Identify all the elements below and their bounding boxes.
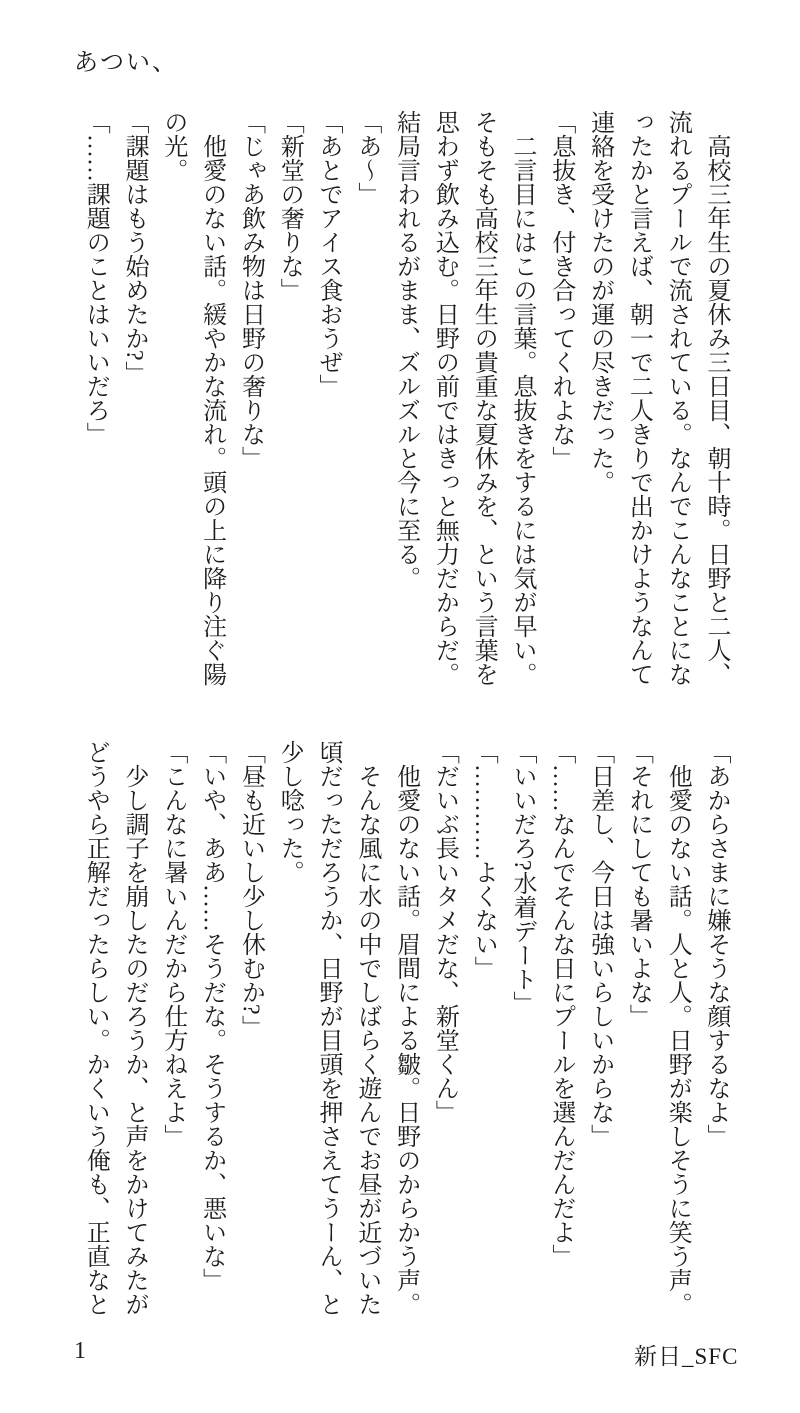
paragraph: 「だいぶ長いタメだな、新堂くん」 — [431, 740, 458, 1124]
paragraph: 「新堂の奢りな」 — [276, 110, 303, 302]
paragraph: 高校三年生の夏休み三日目、朝十時。日野と二人、流れるプールで流されている。なんでこんなことになったかと言えば、朝一で二人きりで出かけようなんて連絡を受けたのが運の尽きだった。 — [586, 110, 729, 686]
paragraph: 「あ〜」 — [353, 110, 380, 206]
paragraph: 「昼も近いし少し休むか?」 — [237, 740, 264, 1039]
paragraph: 他愛のない話。眉間による皺。日野のからかう声。 — [392, 764, 419, 1316]
paragraph: 少し調子を崩したのだろうか、と声をかけてみたがどうやら正解だったらしい。かくいう俺も、正直なと — [82, 740, 148, 1316]
paragraph: 「……課題のことはいいだろ」 — [82, 110, 109, 446]
author-signature: 新日_SFC — [634, 1344, 739, 1369]
paragraph: 「課題はもう始めたか?」 — [121, 110, 148, 385]
paragraph: そんな風に水の中でしばらく遊んでお昼が近づいた頃だっただろうか、日野が目頭を押さえてうーん、と少し唸った。 — [276, 740, 380, 1316]
paragraph: 二言目にはこの言葉。息抜きをするには気が早い。そもそも高校三年生の貴重な夏休みを、という言葉を思わず飲み込む。日野の前ではきっと無力だからだ。結局言われるがまま、ズルズルと今に至る。 — [392, 110, 536, 686]
paragraph: 「いいだろ?水着デート」 — [509, 740, 536, 1015]
paragraph: 「あからさまに嫌そうな顔するなよ」 — [703, 740, 729, 1148]
paragraph: 「あとでアイス食おうぜ」 — [315, 110, 342, 398]
paragraph: 「…………よくない」 — [470, 740, 497, 980]
text-block-top — [75, 110, 735, 688]
paragraph: 「いや、ああ……そうだな。そうするか、悪いな」 — [198, 740, 225, 1292]
paragraph: 他愛のない話。人と人。日野が楽しそうに笑う声。 — [664, 764, 691, 1316]
page-title: あつい、 — [74, 50, 178, 76]
paragraph: 「それにしても暑いよな」 — [625, 740, 652, 1028]
paragraph: 「じゃあ飲み物は日野の奢りな」 — [237, 110, 264, 470]
paragraph: 「こんなに暑いんだから仕方ねえよ」 — [159, 740, 186, 1148]
paragraph: 「……なんでそんな日にプールを選んだんだよ」 — [547, 740, 574, 1268]
page-number: 1 — [74, 1338, 86, 1364]
paragraph: 「息抜き、付き合ってくれよな」 — [547, 110, 574, 470]
paragraph: 「日差し、今日は強いらしいからな」 — [586, 740, 613, 1148]
text-block-bottom — [75, 740, 735, 1318]
paragraph: 他愛のない話。緩やかな流れ。頭の上に降り注ぐ陽の光。 — [159, 110, 225, 686]
